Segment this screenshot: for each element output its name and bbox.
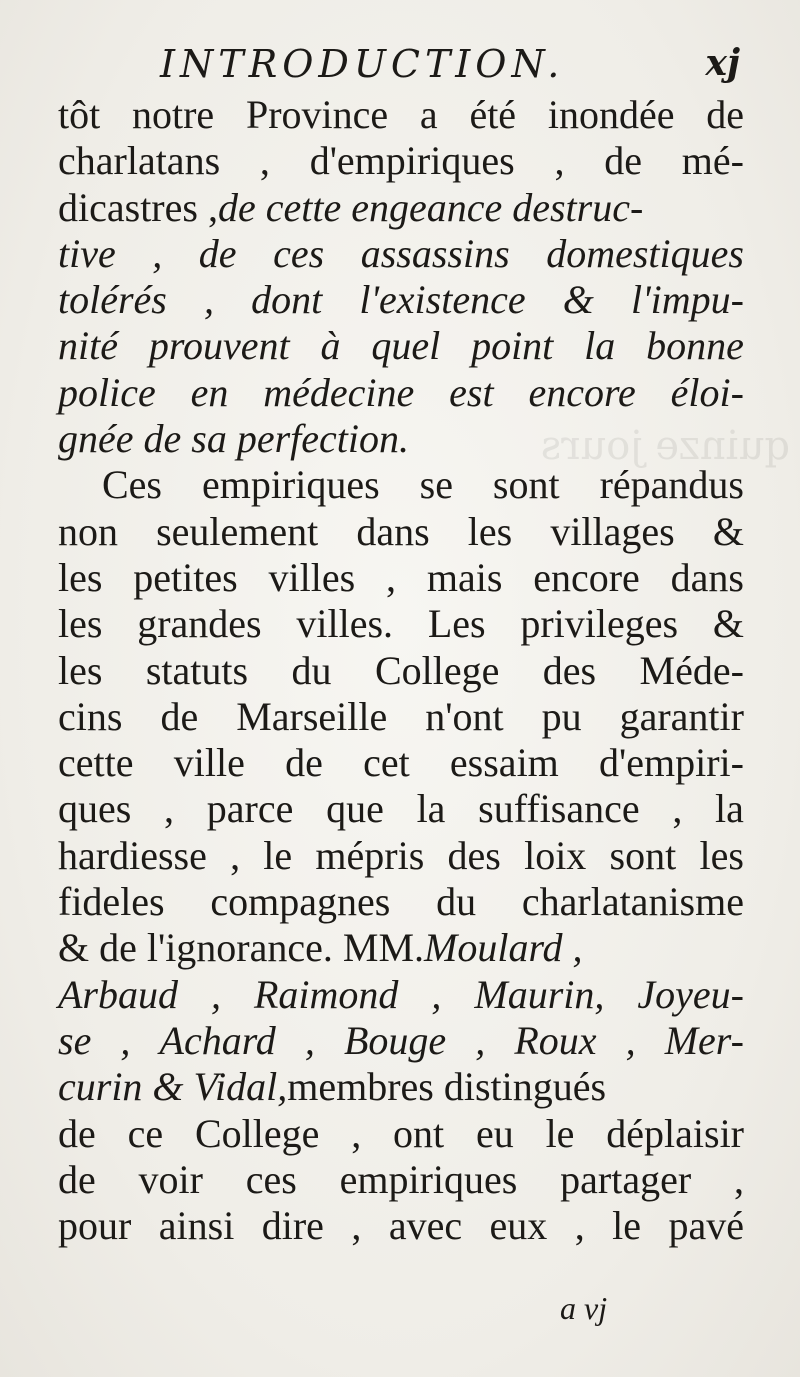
- word: College: [374, 647, 500, 693]
- word: tôt: [58, 92, 101, 137]
- word: fideles: [58, 879, 165, 925]
- word: des: [542, 647, 597, 693]
- word: été: [469, 92, 517, 137]
- word: nité: [58, 323, 118, 369]
- text-line: [58, 138, 744, 184]
- line-text: [102, 462, 744, 508]
- word: n'ont: [425, 693, 504, 739]
- word: villes.: [296, 601, 394, 647]
- word: l'impu-: [630, 277, 744, 323]
- word: Ces: [102, 462, 162, 508]
- word: l'existence: [359, 277, 526, 323]
- word: cins: [58, 693, 123, 739]
- word: pu: [541, 693, 582, 739]
- word: non: [58, 508, 118, 554]
- word: villes: [268, 554, 356, 600]
- text-line: [58, 555, 744, 601]
- line-text: [58, 1111, 744, 1157]
- word: ainsi: [158, 1203, 235, 1249]
- running-header: [60, 42, 750, 92]
- word: dans: [356, 508, 430, 554]
- word: statuts: [145, 647, 249, 693]
- line-text-italic: Moulard ,: [424, 925, 583, 971]
- word: ,: [120, 1017, 131, 1063]
- text-line: [58, 370, 744, 416]
- word: ,: [204, 277, 214, 323]
- word: encore: [533, 554, 640, 600]
- word: le: [545, 1110, 575, 1156]
- word: encore: [528, 369, 636, 415]
- word: ,: [672, 786, 683, 832]
- word: villages: [550, 508, 675, 554]
- word: le: [263, 832, 293, 878]
- word: de: [706, 92, 744, 137]
- word: se: [58, 1017, 92, 1063]
- text-line: [58, 231, 744, 277]
- word: Marseille: [236, 693, 388, 739]
- word: Joyeu-: [637, 971, 744, 1017]
- word: Mer-: [664, 1017, 744, 1063]
- word: compagnes: [210, 879, 391, 925]
- word: ces: [273, 230, 325, 276]
- text-line: [58, 92, 744, 138]
- text-line: [58, 1203, 744, 1249]
- word: ,: [304, 1017, 315, 1063]
- word: ces: [245, 1156, 297, 1202]
- line-text: [58, 601, 744, 647]
- text-line: [58, 786, 744, 832]
- word: tolérés: [58, 277, 167, 323]
- text-line: [58, 1157, 744, 1203]
- word: seulement: [156, 508, 319, 554]
- word: ,: [210, 971, 221, 1017]
- line-text: [58, 648, 744, 694]
- word: de: [285, 740, 323, 786]
- word: point: [471, 323, 554, 369]
- word: la: [416, 786, 446, 832]
- word: de: [160, 693, 199, 739]
- word: les: [58, 647, 103, 693]
- line-text-italic: gnée de sa perfection.: [58, 416, 409, 462]
- word: empiriques: [201, 462, 380, 508]
- word: suffisance: [478, 786, 640, 832]
- word: eu: [475, 1110, 514, 1156]
- word: que: [326, 786, 384, 832]
- word: à: [320, 323, 341, 369]
- word: est: [449, 369, 494, 415]
- word: charlatanisme: [521, 879, 744, 925]
- word: répandus: [599, 462, 744, 508]
- word: Méde-: [639, 647, 744, 693]
- word: de: [198, 230, 237, 276]
- text-line: [58, 185, 744, 231]
- word: cet: [363, 740, 410, 786]
- word: les: [58, 601, 103, 647]
- word: a: [419, 92, 438, 137]
- word: ,: [574, 1203, 585, 1249]
- word: ,: [475, 1017, 486, 1063]
- word: ville: [173, 740, 245, 786]
- text-line: [58, 833, 744, 879]
- word: Roux: [514, 1017, 597, 1063]
- word: empiriques: [339, 1156, 518, 1202]
- word: mais: [426, 554, 503, 600]
- word: dont: [251, 277, 323, 323]
- line-text: [58, 92, 744, 138]
- text-line: [58, 601, 744, 647]
- word: eux: [489, 1203, 548, 1249]
- word: ,: [554, 138, 565, 184]
- word: petites: [133, 554, 238, 600]
- word: charlatans: [58, 138, 221, 184]
- word: essaim: [449, 740, 559, 786]
- word: mé-: [681, 138, 744, 184]
- word: les: [699, 832, 744, 878]
- word: dire: [261, 1203, 324, 1249]
- word: hardiesse: [58, 832, 207, 878]
- line-text: dicastres ,: [58, 184, 218, 230]
- word: &: [712, 601, 744, 647]
- word: Maurin,: [474, 971, 605, 1017]
- text-line: [58, 509, 744, 555]
- catchword-signature: a vj: [560, 1290, 608, 1326]
- word: ,: [351, 1203, 362, 1249]
- word: ,: [152, 230, 163, 276]
- word: partager: [560, 1156, 692, 1202]
- word: d'empiri-: [599, 740, 744, 786]
- word: ,: [431, 971, 442, 1017]
- show-through-text: quinze jours: [540, 423, 790, 469]
- word: de: [604, 138, 642, 184]
- word: Les: [427, 601, 486, 647]
- word: les: [58, 554, 103, 600]
- word: ,: [386, 554, 397, 600]
- word: tive: [58, 230, 116, 276]
- running-title: INTRODUCTION.: [160, 42, 565, 86]
- word: mépris: [315, 832, 425, 878]
- text-line: [58, 462, 744, 508]
- word: pavé: [668, 1203, 744, 1249]
- line-text: [58, 740, 744, 786]
- word: de: [58, 1156, 96, 1202]
- word: notre: [132, 92, 215, 137]
- page-number: xj: [705, 42, 740, 84]
- word: avec: [388, 1203, 463, 1249]
- word: ,: [625, 1017, 636, 1063]
- word: ,: [259, 138, 270, 184]
- text-line: [58, 694, 744, 740]
- word: éloi-: [670, 369, 744, 415]
- word: cette: [58, 740, 134, 786]
- text-line: [58, 740, 744, 786]
- word: du: [291, 647, 332, 693]
- word: &: [712, 508, 744, 554]
- line-text-italic: [58, 323, 744, 369]
- word: loix: [524, 832, 587, 878]
- word: sont: [492, 462, 560, 508]
- word: la: [584, 323, 616, 369]
- line-text-italic: [58, 972, 744, 1018]
- line-text: [58, 555, 744, 601]
- word: ,: [230, 832, 241, 878]
- word: Arbaud: [58, 971, 178, 1017]
- line-text-italic: [58, 277, 744, 323]
- word: en: [190, 369, 229, 415]
- word: ,: [351, 1110, 362, 1156]
- word: d'empiriques: [309, 138, 515, 184]
- body-text: [58, 92, 744, 1249]
- text-line: [58, 1064, 744, 1110]
- text-line: [58, 1111, 744, 1157]
- word: des: [447, 832, 501, 878]
- word: ont: [393, 1110, 445, 1156]
- line-text: [58, 879, 744, 925]
- word: de: [58, 1110, 96, 1156]
- word: &: [562, 277, 594, 323]
- line-text-italic: [58, 1018, 744, 1064]
- text-line: [58, 1018, 744, 1064]
- word: ,: [733, 1156, 744, 1202]
- word: dans: [670, 554, 744, 600]
- text-line: [58, 648, 744, 694]
- word: médecine: [263, 369, 415, 415]
- text-line: [58, 925, 744, 971]
- line-text: & de l'ignorance. MM.: [58, 925, 425, 971]
- word: la: [715, 786, 744, 832]
- word: le: [612, 1203, 642, 1249]
- word: déplaisir: [606, 1110, 744, 1156]
- line-text: [58, 1203, 744, 1249]
- line-text-italic: curin & Vidal,: [58, 1064, 288, 1110]
- line-text: [58, 833, 744, 879]
- word: sont: [609, 832, 677, 878]
- word: Achard: [159, 1017, 276, 1063]
- text-line: [58, 972, 744, 1018]
- word: assassins: [360, 230, 510, 276]
- line-text-italic: [58, 370, 744, 416]
- line-text: [58, 786, 744, 832]
- word: parce: [206, 786, 294, 832]
- line-text: [58, 138, 744, 184]
- line-text-italic: de cette engeance destruc-: [217, 184, 644, 230]
- text-line: [58, 323, 744, 369]
- line-text: [58, 1157, 744, 1203]
- word: voir: [138, 1156, 203, 1202]
- text-line: [58, 416, 744, 462]
- word: bonne: [646, 323, 744, 369]
- line-text: [58, 694, 744, 740]
- line-text: membres distingués: [287, 1064, 607, 1110]
- word: grandes: [137, 601, 262, 647]
- text-line: [58, 277, 744, 323]
- word: les: [467, 508, 513, 554]
- word: ,: [164, 786, 175, 832]
- line-text-italic: [58, 231, 744, 277]
- line-text: [58, 509, 744, 555]
- word: Raimond: [253, 971, 399, 1017]
- word: pour: [58, 1203, 132, 1249]
- word: se: [419, 462, 453, 508]
- word: privileges: [520, 601, 679, 647]
- word: quel: [371, 323, 441, 369]
- word: ques: [58, 786, 132, 832]
- word: inondée: [547, 92, 675, 137]
- word: du: [436, 879, 477, 925]
- word: College: [194, 1110, 320, 1156]
- word: police: [58, 369, 156, 415]
- word: garantir: [619, 693, 744, 739]
- word: Province: [245, 92, 389, 137]
- text-line: [58, 879, 744, 925]
- word: Bouge: [343, 1017, 447, 1063]
- word: prouvent: [148, 323, 290, 369]
- word: ce: [127, 1110, 164, 1156]
- word: domestiques: [546, 230, 744, 276]
